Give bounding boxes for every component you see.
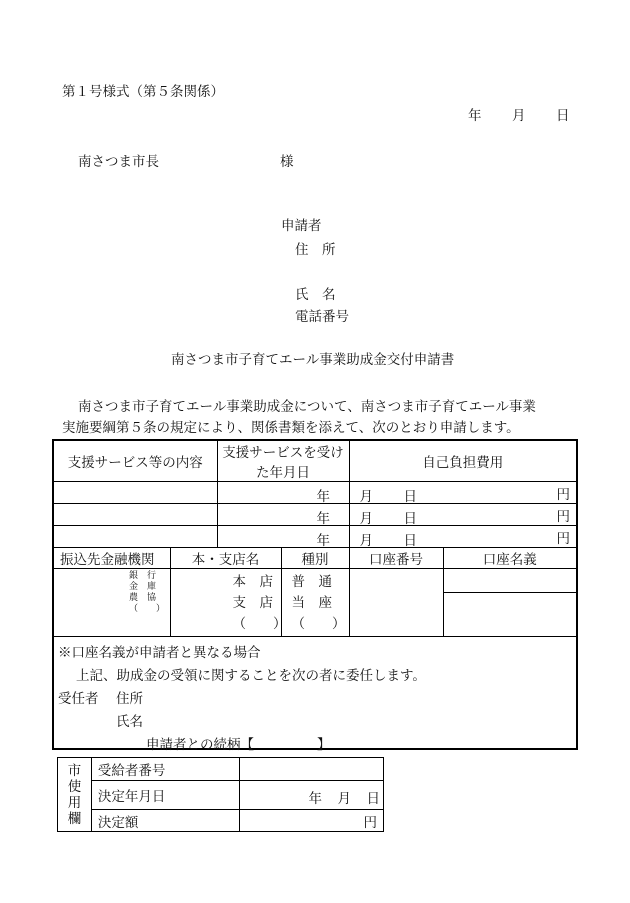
delegate-address-label: 住所 [116,691,143,707]
proxy-statement: 上記、助成金の受領に関することを次の者に委任します。 [76,668,426,684]
city-use-char-4: 欄 [67,810,82,827]
decision-year: 年 [308,791,322,807]
delegate-label: 受任者 [58,691,99,707]
service-date-cell[interactable] [217,482,417,505]
account-type-other: （ ） [291,616,346,632]
body-line-2: 実施要綱第５条の規定により、関係書類を添えて、次のとおり申請します。 [62,420,520,436]
service-row [53,526,577,548]
relation-close: 】 [317,737,331,753]
row2-month: 月 [359,510,373,527]
service-content-cell[interactable] [53,504,217,526]
account-holder-name-cell[interactable] [443,593,577,637]
header-account-type: 種別 [281,548,349,569]
account-type-current: 当 座 [291,595,332,611]
addressee: 南さつま市長 [78,154,159,170]
institution-shinkin: 金 庫 [129,582,157,592]
service-row [53,482,577,504]
decision-date-label: 決定年月日 [91,781,240,810]
account-number-cell[interactable] [349,569,443,637]
service-cost-cell[interactable]: 円 [349,504,577,526]
row2-day: 日 [403,510,417,527]
service-date-cell[interactable] [217,504,417,527]
recipient-number-label: 受給者番号 [91,758,240,781]
city-use-label [58,758,92,832]
recipient-number-cell[interactable] [240,758,384,781]
applicant-phone-label: 電話番号 [295,309,349,325]
city-use-char-3: 用 [67,794,82,811]
header-self-cost: 自己負担費用 [349,440,577,482]
proxy-section [53,637,577,753]
form-number: 第１号様式（第５条関係） [62,84,224,100]
account-type-cell[interactable] [281,569,349,637]
branch-head-office: 本 店 [232,574,273,590]
applicant-address-label: 住 所 [295,242,336,258]
branch-cell[interactable] [170,569,287,637]
service-content-cell[interactable] [53,526,217,548]
service-cost-cell[interactable]: 円 [349,482,577,504]
row3-year: 年 [316,532,330,549]
institution-cell[interactable] [53,569,170,637]
account-type-ordinary: 普 通 [291,574,332,590]
decision-month: 月 [337,791,351,807]
relation-label: 申請者との続柄【 [146,737,254,753]
row2-year: 年 [316,510,330,527]
service-row [53,504,577,526]
service-cost-cell[interactable]: 円 [349,526,577,548]
decision-amount-cell[interactable]: 円 [240,810,384,832]
row1-month: 月 [359,488,373,505]
honorific: 様 [280,154,294,170]
application-table [52,439,578,753]
decision-date-cell[interactable] [240,781,384,810]
institution-ja: 農 協 [129,593,157,603]
institution-other: （ ） [129,604,166,614]
decision-amount-label: 決定額 [91,810,240,832]
date-year-label: 年 [468,108,482,124]
row1-year: 年 [316,488,330,505]
document-title: 南さつま市子育てエール事業助成金交付申請書 [171,352,455,368]
header-service-date: 支援サービスを受けた年月日 [217,440,349,482]
branch-branch: 支 店 [232,595,273,611]
proxy-note: ※口座名義が申請者と異なる場合 [58,645,261,661]
delegate-name-label: 氏名 [116,714,143,730]
city-use-table [57,757,384,832]
header-account-holder: 口座名義 [443,548,577,569]
applicant-name-label: 氏 名 [295,287,336,303]
row1-day: 日 [403,488,417,505]
applicant-label: 申請者 [281,218,322,234]
date-day-label: 日 [556,108,570,124]
header-financial-institution: 振込先金融機関 [53,548,170,569]
row3-month: 月 [359,532,373,549]
account-holder-kana-cell[interactable] [443,569,577,593]
header-branch-name: 本・支店名 [170,548,281,569]
service-date-cell[interactable] [217,526,417,549]
city-use-char-2: 使 [67,778,82,795]
branch-other: （ ） [232,616,287,632]
date-month-label: 月 [512,108,526,124]
institution-bank: 銀 行 [129,571,157,581]
header-account-number: 口座番号 [349,548,443,569]
service-content-cell[interactable] [53,482,217,504]
header-service-content: 支援サービス等の内容 [53,440,217,482]
decision-day: 日 [366,791,380,807]
city-use-char-1: 市 [67,762,82,779]
body-line-1: 南さつま市子育てエール事業助成金について、南さつま市子育てエール事業 [78,399,536,415]
row3-day: 日 [403,532,417,549]
